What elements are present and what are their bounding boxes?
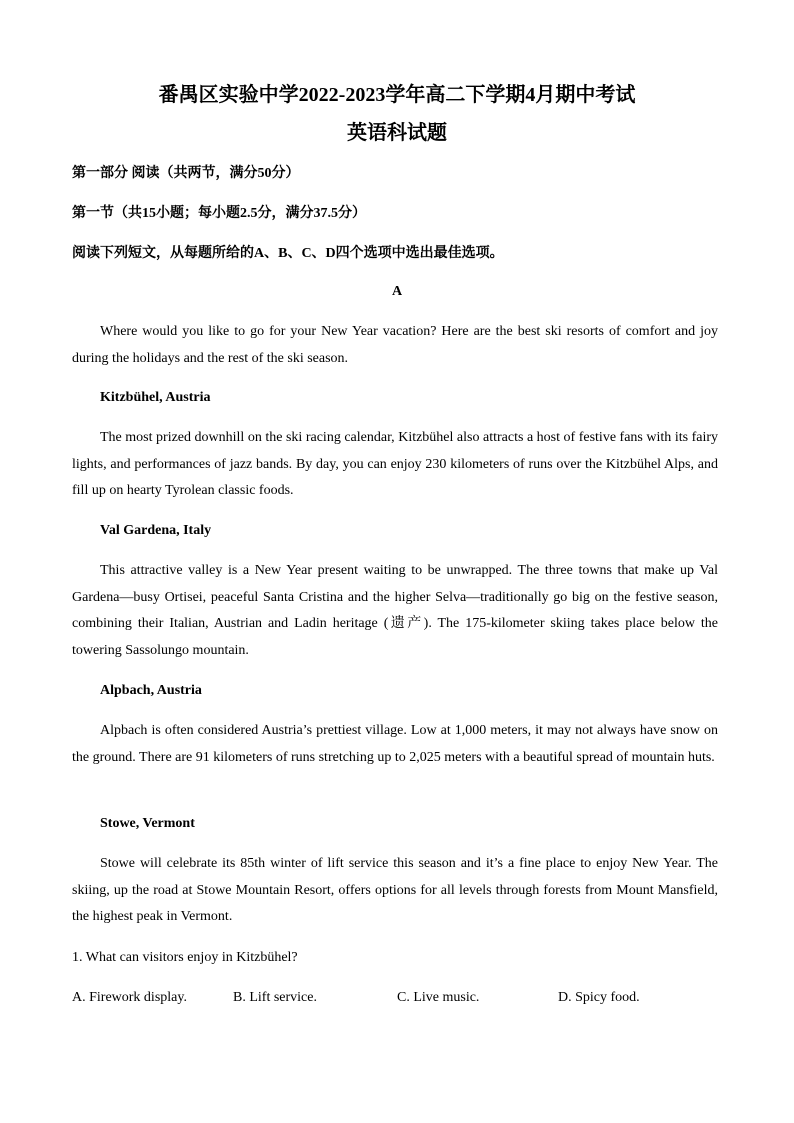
part-heading: 第一部分 阅读（共两节，满分50分） [72, 166, 300, 181]
passage-intro: Where would you like to go for your New Year vacation? Here are the best ski resorts of comfort and joy during the holidays and the rest of the ski season. [72, 324, 718, 366]
resort-paragraph: Alpbach is often considered Austria’s prettiest village. Low at 1,000 meters, it may not always have snow on the ground. There are 91 kilometers of runs stretching up to 2,025 meters with a beautiful spread of mountain huts. [72, 723, 718, 765]
resort-paragraph: Stowe will celebrate its 85th winter of lift service this season and it’s a fine place to enjoy New Year. The skiing, up the road at Stowe Mountain Resort, offers options for all levels through forests from Mount Mansfield, the highest peak in Vermont. [72, 856, 718, 925]
resort-heading: Kitzbühel, Austria [100, 390, 211, 405]
exam-title: 番禺区实验中学2022-2023学年高二下学期4月期中考试 [158, 84, 636, 106]
resort-heading: Stowe, Vermont [100, 816, 195, 831]
option-b: B. Lift service. [233, 990, 317, 1005]
resort-heading: Val Gardena, Italy [100, 523, 212, 538]
option-d: D. Spicy food. [558, 990, 640, 1005]
exam-subtitle: 英语科试题 [347, 122, 447, 144]
resort-paragraph: This attractive valley is a New Year present waiting to be unwrapped. The three towns that make up Val Gardena—busy Ortisei, peaceful Santa Cristina and the higher Selva—traditionally go big on the festive season, combining their Italian, Austrian and Ladin heritage (遗产). The 175-kilometer skiing takes place below the towering Sassolungo mountain. [72, 563, 718, 658]
direction-text: 阅读下列短文，从每题所给的A、B、C、D四个选项中选出最佳选项。 [72, 246, 504, 261]
passage-label: A [391, 284, 403, 299]
resort-heading: Alpbach, Austria [100, 683, 202, 698]
option-c: C. Live music. [397, 990, 480, 1005]
option-a: A. Firework display. [72, 990, 187, 1005]
resort-paragraph: The most prized downhill on the ski racing calendar, Kitzbühel also attracts a host of festive fans with its fairy lights, and performances of jazz bands. By day, you can enjoy 230 kilometers of runs over the Kitzbühel Alps, and fill up on hearty Tyrolean classic foods. [72, 430, 718, 499]
section-heading: 第一节（共15小题；每小题2.5分，满分37.5分） [72, 206, 366, 221]
question-text: 1. What can visitors enjoy in Kitzbühel? [72, 950, 298, 965]
